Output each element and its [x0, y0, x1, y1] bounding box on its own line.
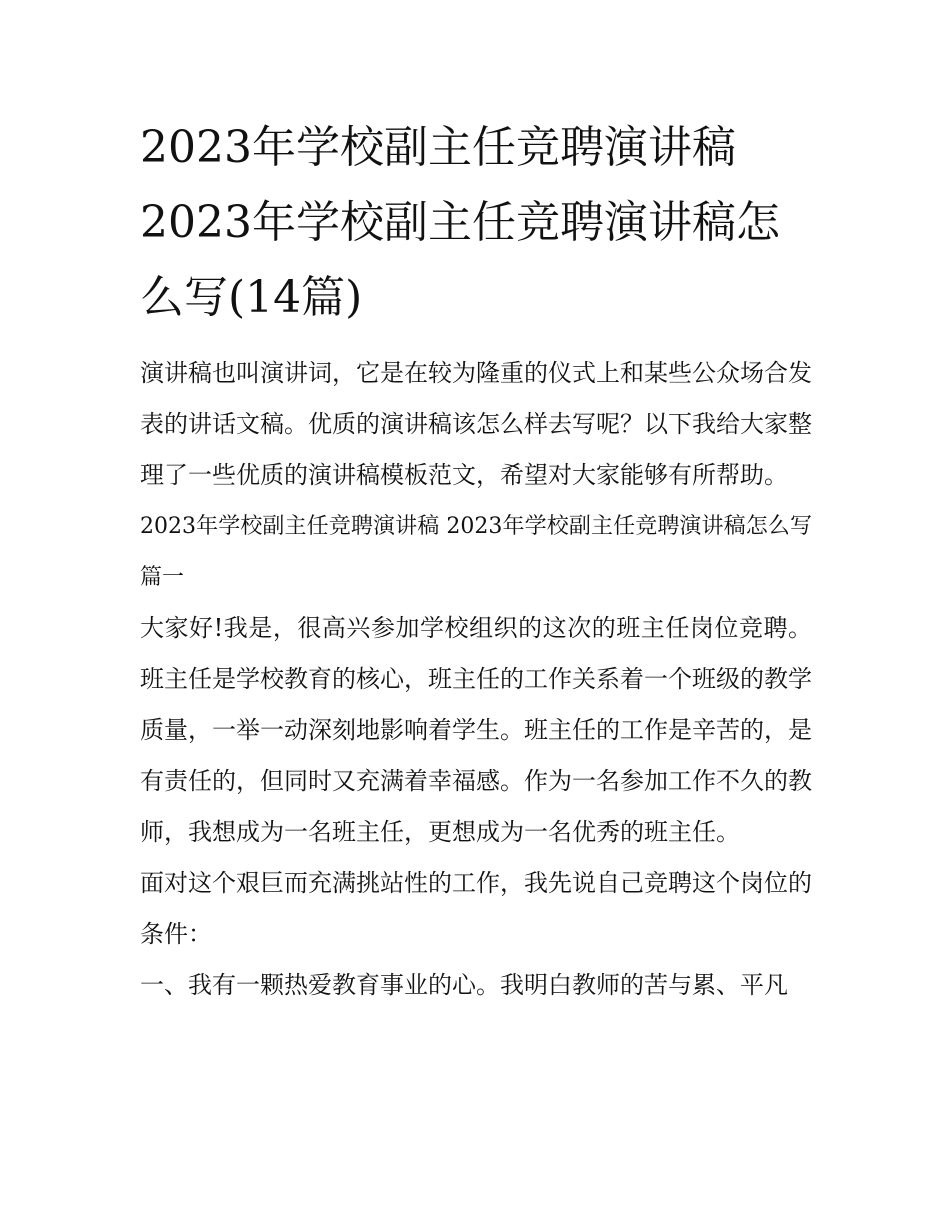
body-paragraph: 一、我有一颗热爱教育事业的心。我明白教师的苦与累、平凡 — [140, 971, 788, 999]
document-title: 2023年学校副主任竞聘演讲稿 2023年学校副主任竞聘演讲稿怎么写(14篇) — [140, 122, 780, 323]
document-page — [140, 110, 812, 1011]
body-paragraph: 大家好!我是，很高兴参加学校组织的这次的班主任岗位竞聘。班主任是学校教育的核心，班主任的工作关系着一个班级的教学质量，一举一动深刻地影响着学生。班主任的工作是辛苦的，是有责任的，但同时又充满着幸福感。作为一名参加工作不久的教师，我想成为一名班主任，更想成为一名优秀的班主任。 — [140, 614, 812, 846]
intro-paragraph: 演讲稿也叫演讲词，它是在较为隆重的仪式上和某些公众场合发表的讲话文稿。优质的演讲稿该怎么样去写呢？以下我给大家整理了一些优质的演讲稿模板范文，希望对大家能够有所帮助。 — [140, 359, 812, 489]
body-paragraph: 面对这个艰巨而充满挑站性的工作，我先说自己竞聘这个岗位的条件： — [140, 869, 812, 948]
section-heading: 2023年学校副主任竞聘演讲稿 2023年学校副主任竞聘演讲稿怎么写篇一 — [140, 514, 812, 590]
